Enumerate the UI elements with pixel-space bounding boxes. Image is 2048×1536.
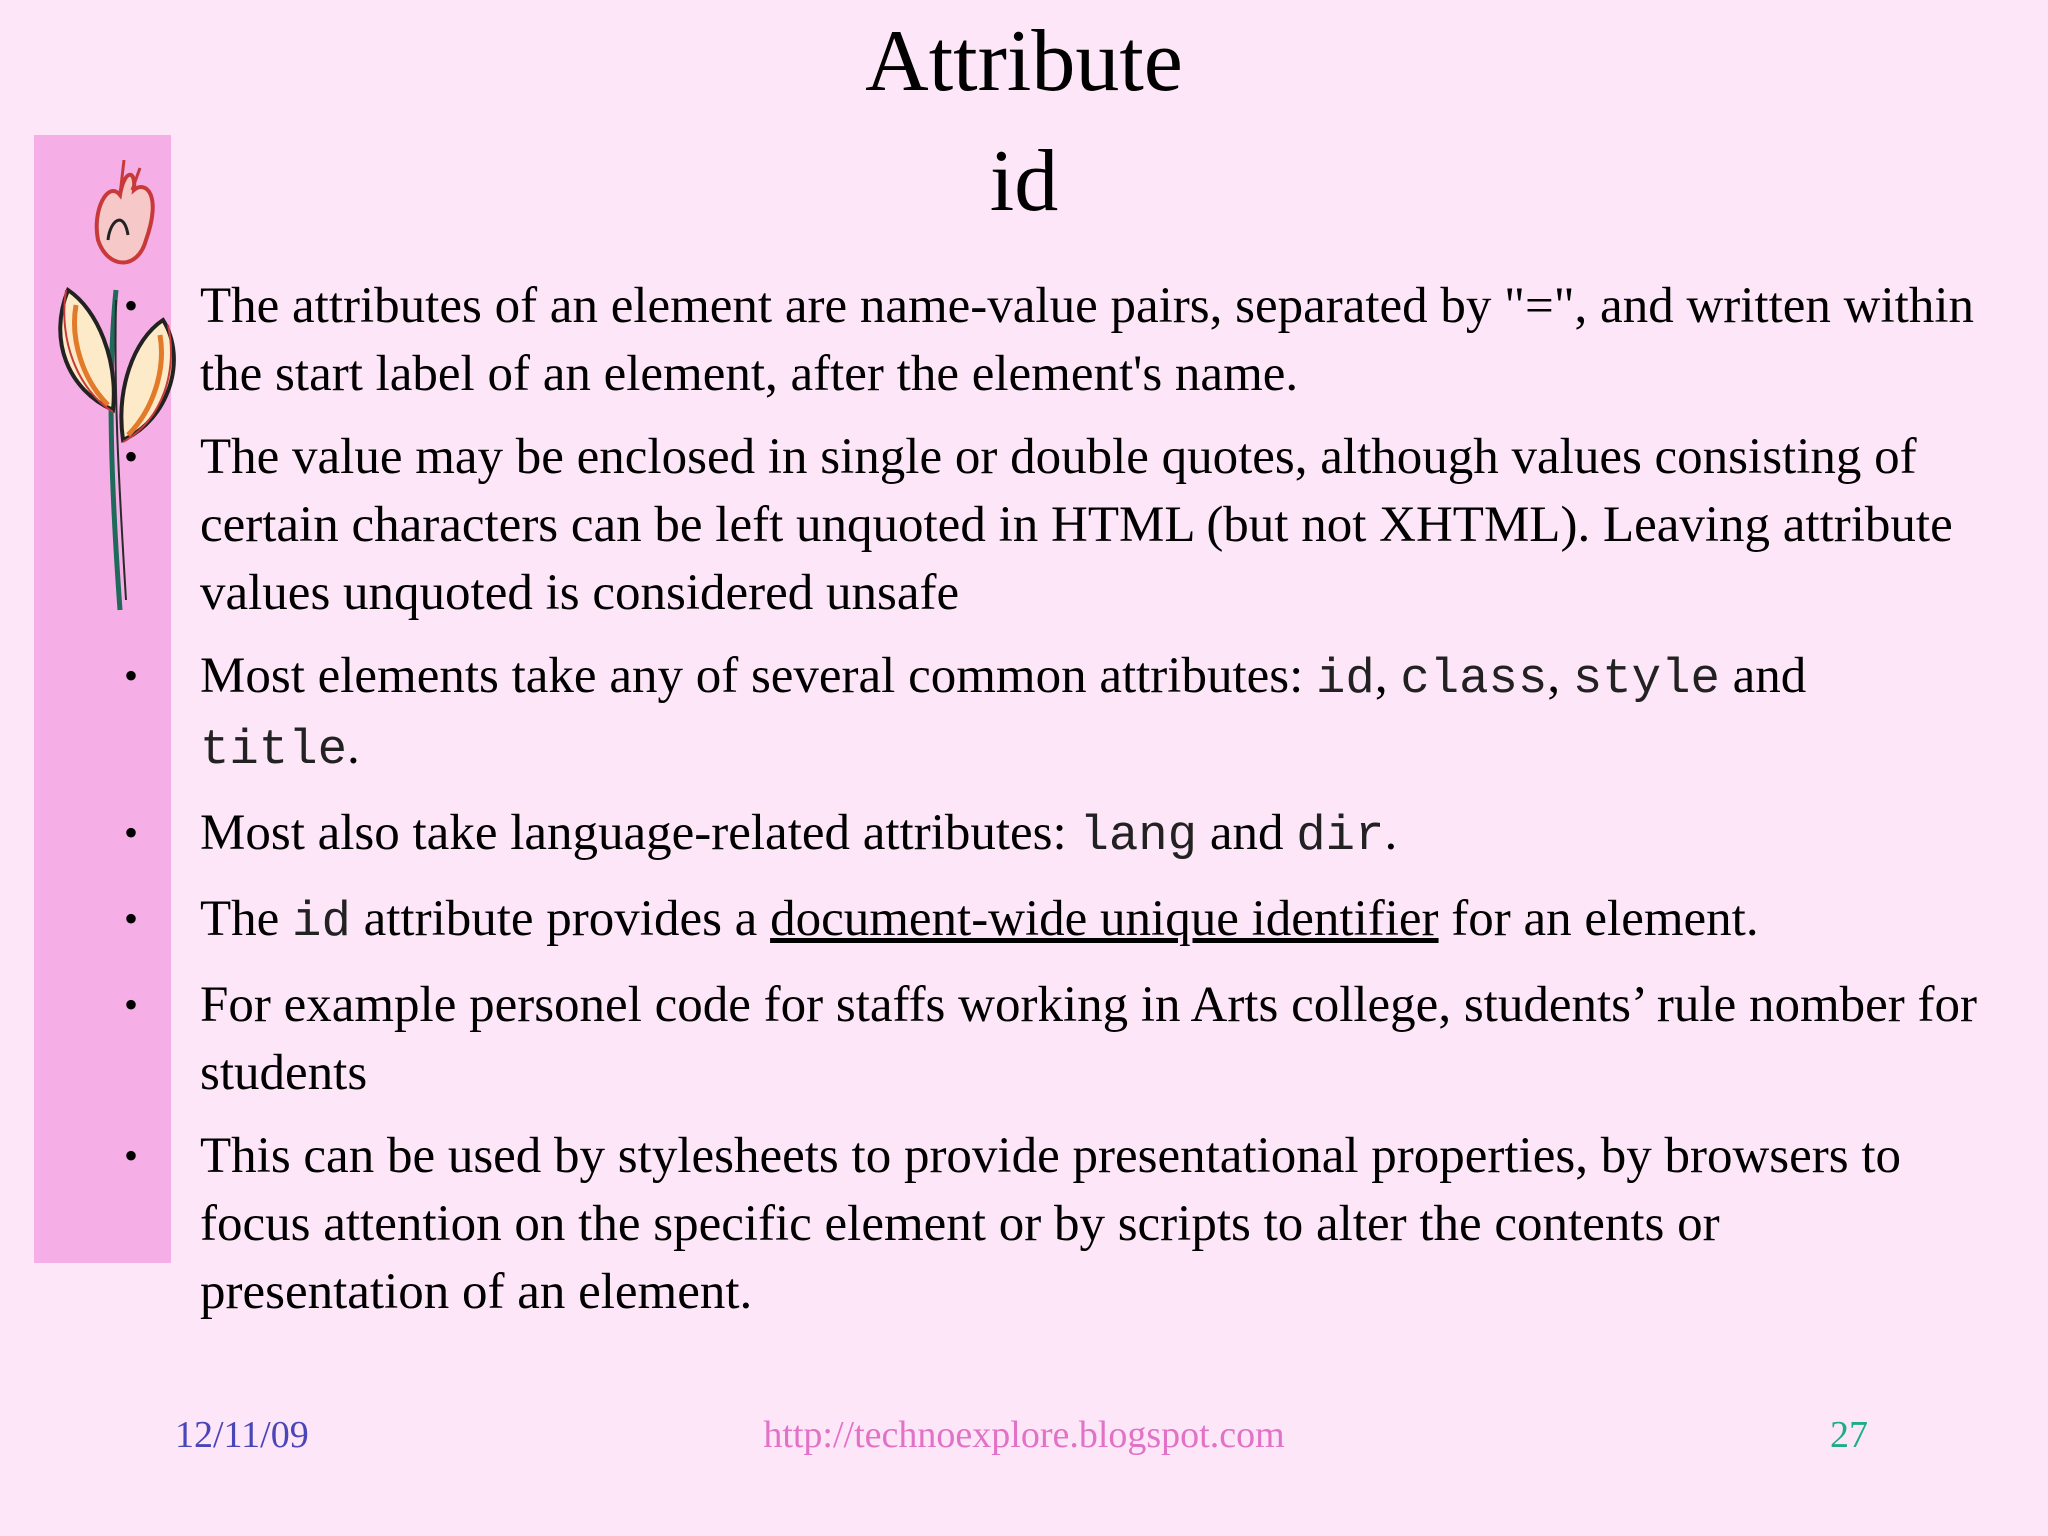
bullet-item (118, 885, 1978, 956)
bullet-item (118, 1122, 1978, 1326)
code-id: id (292, 894, 351, 950)
separator: , (1374, 648, 1401, 704)
bullet-text: Most elements take any of several common attributes: (200, 648, 1317, 704)
bullet-item (118, 423, 1978, 627)
bullet-text: The (200, 891, 293, 947)
bullet-text: This can be used by stylesheets to provide presentational properties, by browsers to focus attention on the specific element or by scripts to alter the contents or presentation of an element. (200, 1128, 1902, 1320)
bullet-dot: • (124, 653, 139, 698)
page-number: 27 (1830, 1414, 1868, 1456)
slide-title (0, 2, 2048, 242)
bullet-text-end: . (1384, 805, 1398, 861)
bullet-dot: • (124, 982, 139, 1027)
bullet-dot: • (124, 434, 139, 479)
bullet-list (118, 272, 1978, 1341)
unique-identifier-link[interactable]: document-wide unique identifier (770, 891, 1439, 947)
bullet-text: Most also take language-related attributes: (200, 805, 1080, 861)
title-line-1: Attribute (865, 13, 1183, 110)
code-dir: dir (1296, 808, 1385, 864)
bullet-text-end: . (347, 719, 360, 775)
bullet-item (118, 971, 1978, 1107)
bullet-dot: • (124, 1133, 139, 1178)
bullet-item (118, 642, 1978, 784)
bullet-item (118, 799, 1978, 870)
bullet-text-end: for an element. (1438, 891, 1759, 947)
bullet-dot: • (124, 896, 139, 941)
code-class: class (1400, 651, 1548, 707)
bullet-text: For example personel code for staffs working in Arts college, students’ rule nomber for students (200, 977, 1977, 1101)
title-line-2: id (989, 133, 1059, 230)
bullet-item (118, 272, 1978, 408)
bullet-dot: • (124, 283, 139, 328)
code-title: title (200, 722, 348, 778)
separator: and (1719, 648, 1807, 704)
separator: , (1547, 648, 1573, 704)
separator: and (1197, 805, 1297, 861)
code-id: id (1316, 651, 1375, 707)
code-lang: lang (1079, 808, 1198, 864)
bullet-dot: • (124, 810, 139, 855)
footer-date: 12/11/09 (175, 1414, 309, 1456)
bullet-text: The attributes of an element are name-value pairs, separated by "=", and written within the start label of an element, after the element's name. (200, 278, 1974, 402)
footer-url[interactable]: http://technoexplore.blogspot.com (763, 1414, 1285, 1456)
bullet-text: The value may be enclosed in single or double quotes, although values consisting of certain characters can be left unquoted in HTML (but not XHTML). Leaving attribute values unquoted is considered unsafe (200, 429, 1953, 621)
bullet-text-mid: attribute provides a (350, 891, 771, 947)
code-style: style (1572, 651, 1720, 707)
